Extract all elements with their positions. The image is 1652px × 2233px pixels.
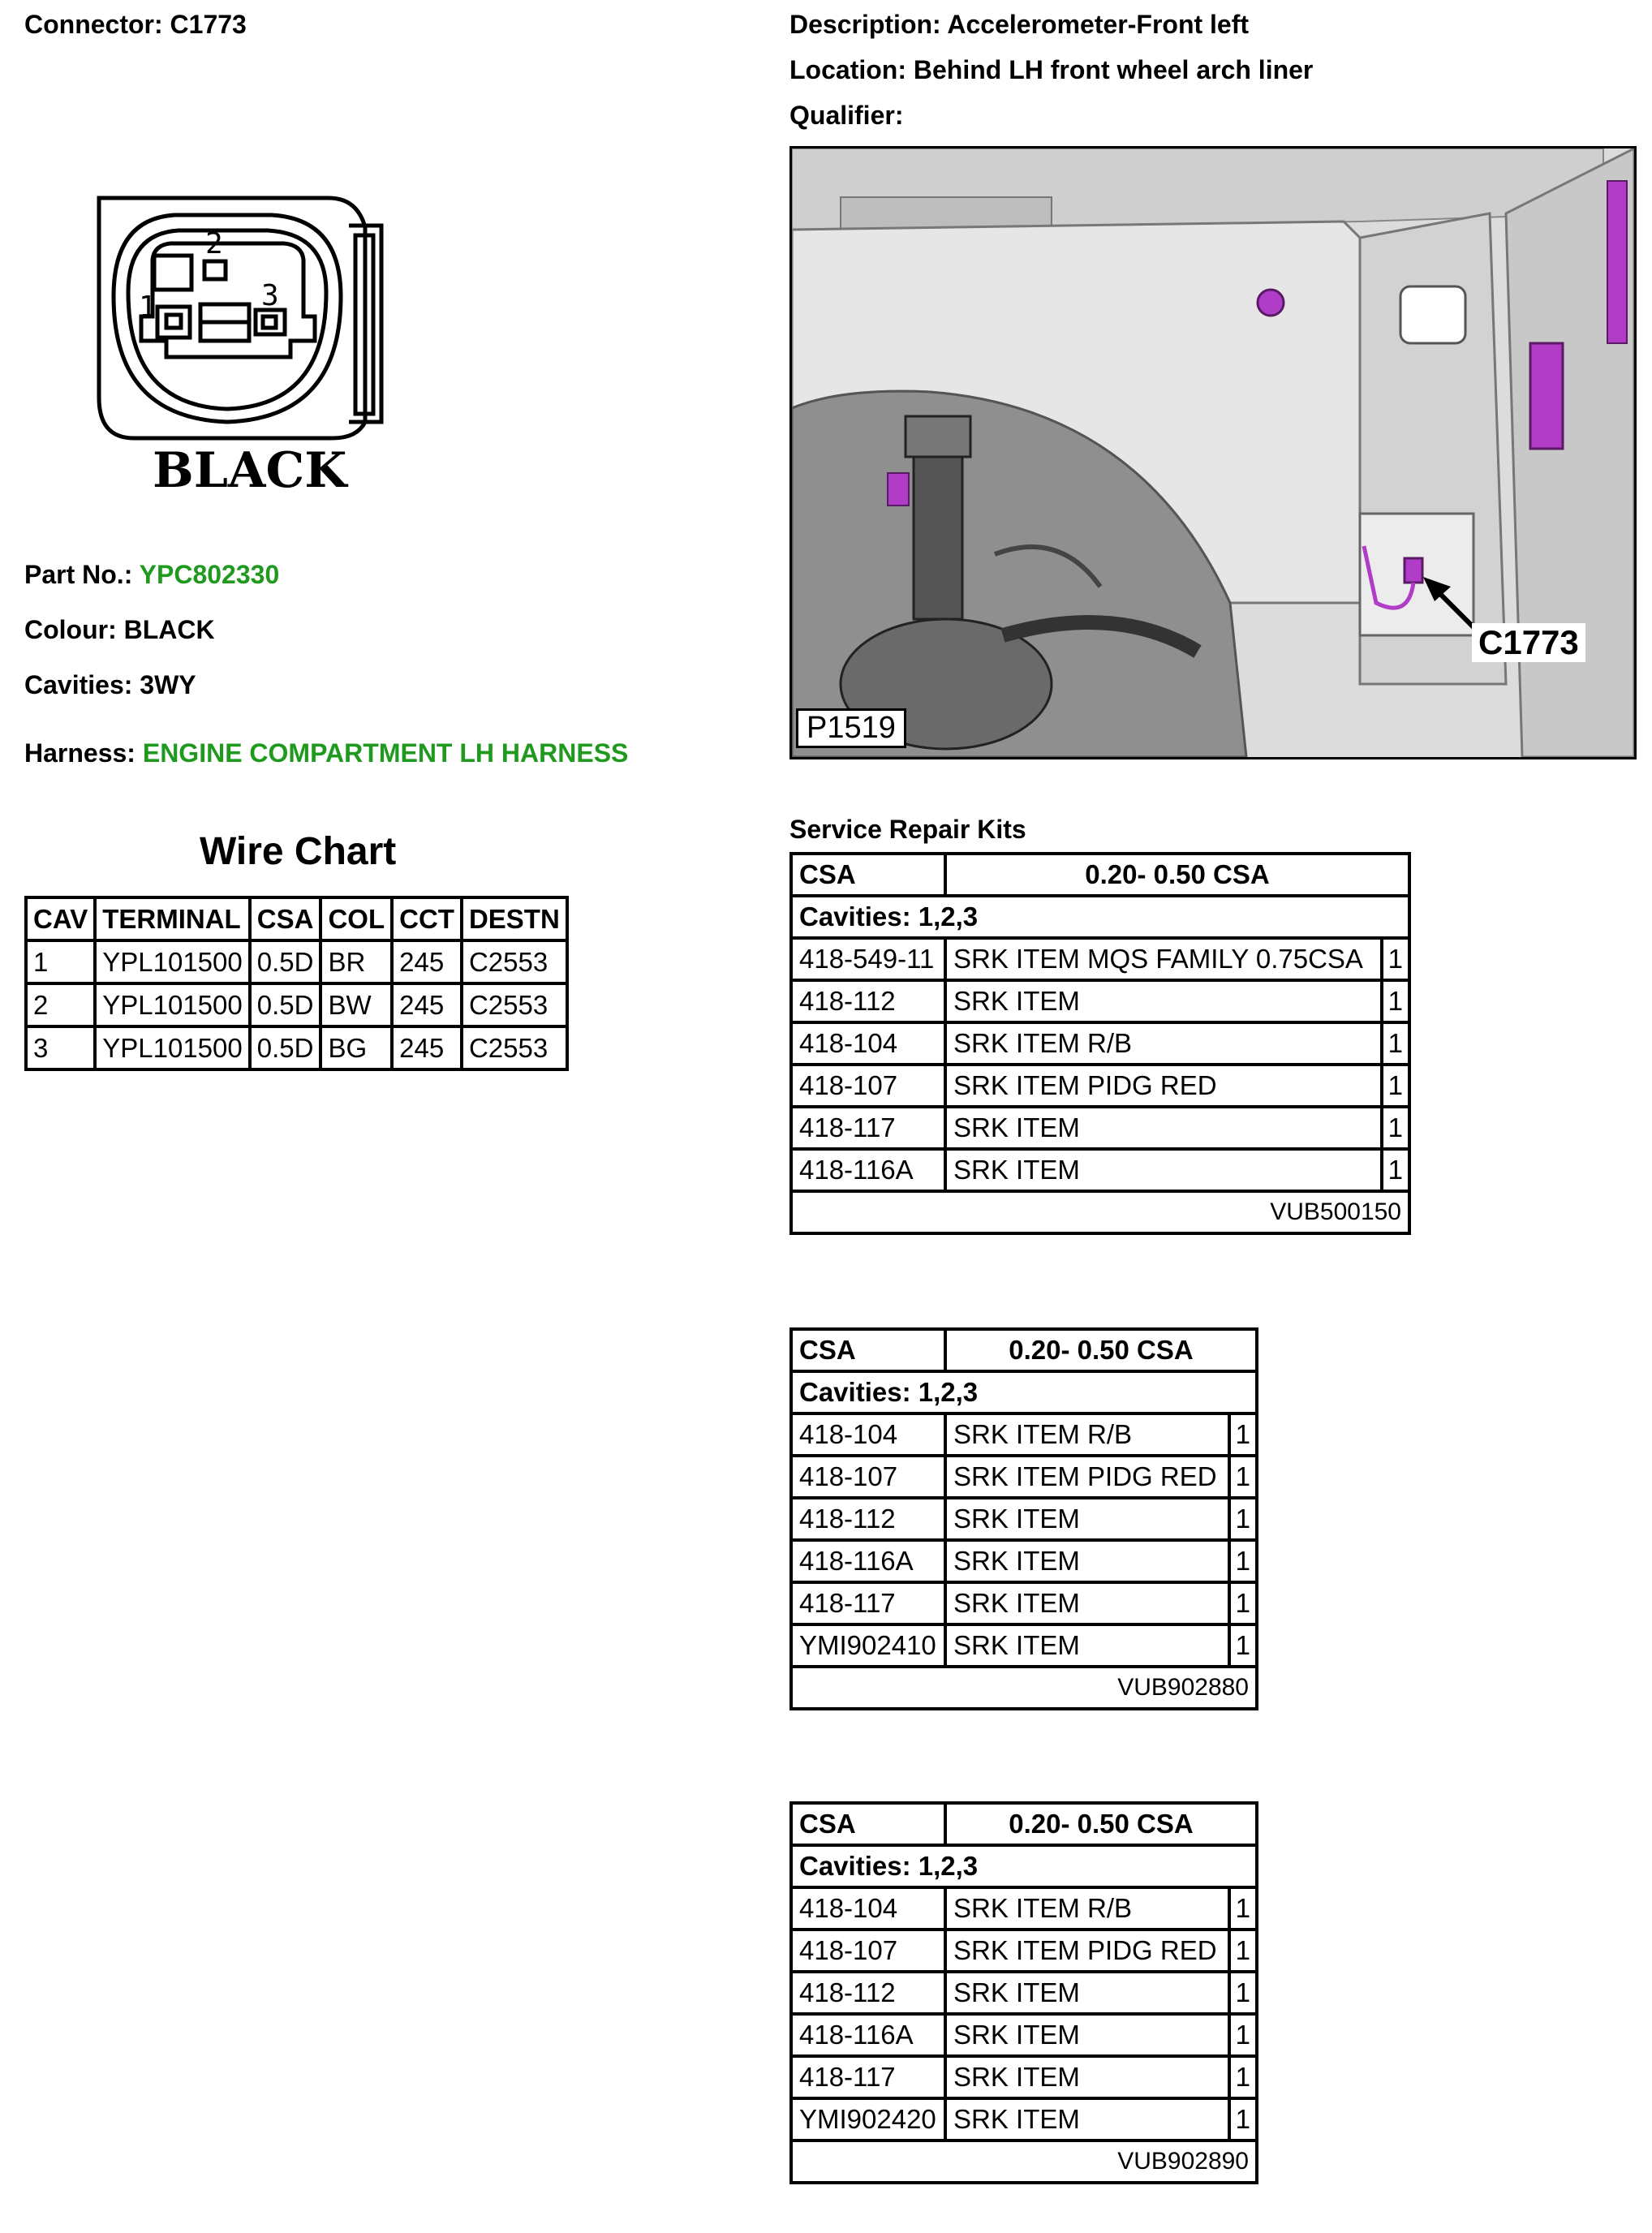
kit-item-description: SRK ITEM R/B — [945, 1022, 1382, 1065]
kit-cavities-row — [791, 1845, 1257, 1887]
kit-part-number: 418-112 — [791, 980, 945, 1022]
kit-part-number: 418-116A — [791, 1540, 945, 1582]
colour-line — [24, 615, 215, 645]
kit-part-number: 418-107 — [791, 1065, 945, 1107]
kit-item-quantity: 1 — [1229, 1624, 1257, 1667]
kit-part-number: 418-549-11 — [791, 938, 945, 980]
kit-item-quantity: 1 — [1229, 2056, 1257, 2098]
kit-header-row — [791, 1329, 1257, 1371]
kit-number: VUB500150 — [791, 1191, 1409, 1233]
kit-item-description: SRK ITEM R/B — [945, 1413, 1229, 1456]
kit-cavities-row — [791, 1371, 1257, 1413]
terminal-cell: YPL101500 — [95, 940, 250, 983]
kit-item-quantity: 1 — [1382, 980, 1409, 1022]
description-line — [789, 10, 1249, 40]
kit-csa-value: 0.20- 0.50 CSA — [945, 1329, 1257, 1371]
kit-item-description: SRK ITEM — [945, 2014, 1229, 2056]
kit-part-number: 418-104 — [791, 1022, 945, 1065]
wire-chart-header-cct: CCT — [392, 897, 462, 940]
harness-label: Harness: — [24, 738, 136, 768]
kit-item-description: SRK ITEM — [945, 1540, 1229, 1582]
kit-item-description: SRK ITEM — [945, 1972, 1229, 2014]
kit-item-description: SRK ITEM PIDG RED — [945, 1930, 1229, 1972]
wire-chart-header-destn: DESTN — [462, 897, 567, 940]
location-label: Location: — [789, 55, 906, 84]
kit-csa-label: CSA — [791, 1329, 945, 1371]
table-row — [791, 1149, 1409, 1191]
table-row — [791, 1022, 1409, 1065]
qualifier-line — [789, 101, 903, 131]
kit-number: VUB902890 — [791, 2140, 1257, 2183]
kit-item-quantity: 1 — [1229, 1456, 1257, 1498]
kit-item-description: SRK ITEM — [945, 2098, 1229, 2140]
wire-chart-header-cav: CAV — [26, 897, 95, 940]
wire-chart-header-terminal: TERMINAL — [95, 897, 250, 940]
cct-cell: 245 — [392, 983, 462, 1026]
kit-part-number: 418-117 — [791, 1107, 945, 1149]
kit-cavities: Cavities: 1,2,3 — [791, 896, 1409, 938]
table-row — [791, 1540, 1257, 1582]
kit-part-number: YMI902420 — [791, 2098, 945, 2140]
kit-item-description: SRK ITEM R/B — [945, 1887, 1229, 1930]
kit-csa-value: 0.20- 0.50 CSA — [945, 854, 1409, 896]
table-row — [26, 940, 567, 983]
wire-chart-header-row — [26, 897, 567, 940]
photo-reference-label: P1519 — [796, 708, 906, 748]
kit-cavities: Cavities: 1,2,3 — [791, 1845, 1257, 1887]
csa-cell: 0.5D — [250, 940, 321, 983]
table-row — [791, 1107, 1409, 1149]
kit-item-quantity: 1 — [1382, 1107, 1409, 1149]
cavities-label: Cavities: — [24, 670, 133, 699]
table-row — [791, 2098, 1257, 2140]
destn-cell: C2553 — [462, 983, 567, 1026]
vehicle-body-illustration — [792, 148, 1634, 757]
kit-part-number: 418-117 — [791, 1582, 945, 1624]
connector-face-diagram — [89, 187, 389, 511]
kit-item-quantity: 1 — [1382, 938, 1409, 980]
kit-number: VUB902880 — [791, 1667, 1257, 1709]
col-cell: BR — [321, 940, 392, 983]
harness-line — [24, 738, 628, 768]
wire-chart-title: Wire Chart — [200, 830, 397, 873]
kit-cavities: Cavities: 1,2,3 — [791, 1371, 1257, 1413]
qualifier-label: Qualifier: — [789, 101, 904, 130]
kit-csa-value: 0.20- 0.50 CSA — [945, 1803, 1257, 1845]
wire-chart-header-csa: CSA — [250, 897, 321, 940]
kit-item-description: SRK ITEM — [945, 1582, 1229, 1624]
kit-item-quantity: 1 — [1229, 1972, 1257, 2014]
kit-item-quantity: 1 — [1229, 1930, 1257, 1972]
kit-part-number: 418-104 — [791, 1413, 945, 1456]
kit-part-number: 418-116A — [791, 1149, 945, 1191]
photo-callout-label: C1773 — [1472, 623, 1585, 662]
wire-chart-table — [24, 896, 569, 1071]
col-cell: BW — [321, 983, 392, 1026]
kit-item-description: SRK ITEM — [945, 2056, 1229, 2098]
repair-kit-table-2 — [789, 1327, 1258, 1710]
colour-value: BLACK — [123, 615, 215, 644]
kit-number-row — [791, 1191, 1409, 1233]
table-row — [26, 1026, 567, 1069]
kit-csa-label: CSA — [791, 1803, 945, 1845]
table-row — [791, 1413, 1257, 1456]
table-row — [791, 2056, 1257, 2098]
kit-part-number: 418-116A — [791, 2014, 945, 2056]
kit-part-number: 418-112 — [791, 1972, 945, 2014]
table-row — [791, 1582, 1257, 1624]
connector-label: Connector: — [24, 10, 163, 39]
repair-kit-table-1 — [789, 852, 1411, 1235]
kit-part-number: 418-107 — [791, 1456, 945, 1498]
kit-item-quantity: 1 — [1229, 1582, 1257, 1624]
terminal-cell: YPL101500 — [95, 1026, 250, 1069]
kit-part-number: 418-104 — [791, 1887, 945, 1930]
part-number-value: YPC802330 — [139, 560, 280, 589]
table-row — [791, 1624, 1257, 1667]
table-row — [26, 983, 567, 1026]
kit-item-quantity: 1 — [1229, 2098, 1257, 2140]
description-label: Description: — [789, 10, 941, 39]
kit-item-quantity: 1 — [1229, 1498, 1257, 1540]
location-line — [789, 55, 1313, 85]
connector-id: C1773 — [170, 10, 247, 39]
table-row — [791, 938, 1409, 980]
part-number-line — [24, 560, 279, 590]
csa-cell: 0.5D — [250, 983, 321, 1026]
kit-part-number: 418-107 — [791, 1930, 945, 1972]
kit-csa-label: CSA — [791, 854, 945, 896]
cavities-line — [24, 670, 196, 700]
pin-3-label: 3 — [261, 279, 279, 312]
cav-cell: 3 — [26, 1026, 95, 1069]
kit-number-row — [791, 2140, 1257, 2183]
cav-cell: 1 — [26, 940, 95, 983]
kit-item-quantity: 1 — [1229, 1887, 1257, 1930]
terminal-cell: YPL101500 — [95, 983, 250, 1026]
colour-label: Colour: — [24, 615, 117, 644]
table-row — [791, 1930, 1257, 1972]
kit-item-description: SRK ITEM — [945, 1107, 1382, 1149]
pin-1-label: 1 — [139, 290, 157, 324]
cct-cell: 245 — [392, 1026, 462, 1069]
table-row — [791, 1065, 1409, 1107]
kit-item-quantity: 1 — [1382, 1065, 1409, 1107]
kit-part-number: 418-112 — [791, 1498, 945, 1540]
repair-kit-table-3 — [789, 1801, 1258, 2184]
cct-cell: 245 — [392, 940, 462, 983]
location-value: Behind LH front wheel arch liner — [913, 55, 1314, 84]
connector-line — [24, 10, 247, 40]
connector-face-icon — [89, 187, 389, 511]
kit-item-quantity: 1 — [1229, 1413, 1257, 1456]
kit-item-description: SRK ITEM — [945, 1624, 1229, 1667]
connector-colour-text: BLACK — [153, 442, 347, 499]
description-value: Accelerometer-Front left — [947, 10, 1250, 39]
kit-item-description: SRK ITEM — [945, 1498, 1229, 1540]
table-row — [791, 1972, 1257, 2014]
kit-item-quantity: 1 — [1229, 2014, 1257, 2056]
table-row — [791, 1456, 1257, 1498]
kit-number-row — [791, 1667, 1257, 1709]
wire-chart-header-col: COL — [321, 897, 392, 940]
location-photo — [789, 146, 1637, 759]
table-row — [791, 1887, 1257, 1930]
part-number-label: Part No.: — [24, 560, 133, 589]
kit-item-quantity: 1 — [1229, 1540, 1257, 1582]
kit-item-description: SRK ITEM — [945, 1149, 1382, 1191]
kit-part-number: 418-117 — [791, 2056, 945, 2098]
kit-item-description: SRK ITEM PIDG RED — [945, 1456, 1229, 1498]
kit-cavities-row — [791, 896, 1409, 938]
table-row — [791, 980, 1409, 1022]
service-repair-kits-title: Service Repair Kits — [789, 815, 1026, 844]
kit-item-quantity: 1 — [1382, 1022, 1409, 1065]
kit-item-quantity: 1 — [1382, 1149, 1409, 1191]
pin-2-label: 2 — [205, 227, 223, 260]
kit-header-row — [791, 854, 1409, 896]
kit-item-description: SRK ITEM PIDG RED — [945, 1065, 1382, 1107]
table-row — [791, 2014, 1257, 2056]
kit-item-description: SRK ITEM — [945, 980, 1382, 1022]
kit-item-description: SRK ITEM MQS FAMILY 0.75CSA — [945, 938, 1382, 980]
cavities-value: 3WY — [140, 670, 196, 699]
cav-cell: 2 — [26, 983, 95, 1026]
harness-value: ENGINE COMPARTMENT LH HARNESS — [142, 738, 629, 768]
table-row — [791, 1498, 1257, 1540]
kit-header-row — [791, 1803, 1257, 1845]
col-cell: BG — [321, 1026, 392, 1069]
csa-cell: 0.5D — [250, 1026, 321, 1069]
destn-cell: C2553 — [462, 940, 567, 983]
destn-cell: C2553 — [462, 1026, 567, 1069]
kit-part-number: YMI902410 — [791, 1624, 945, 1667]
